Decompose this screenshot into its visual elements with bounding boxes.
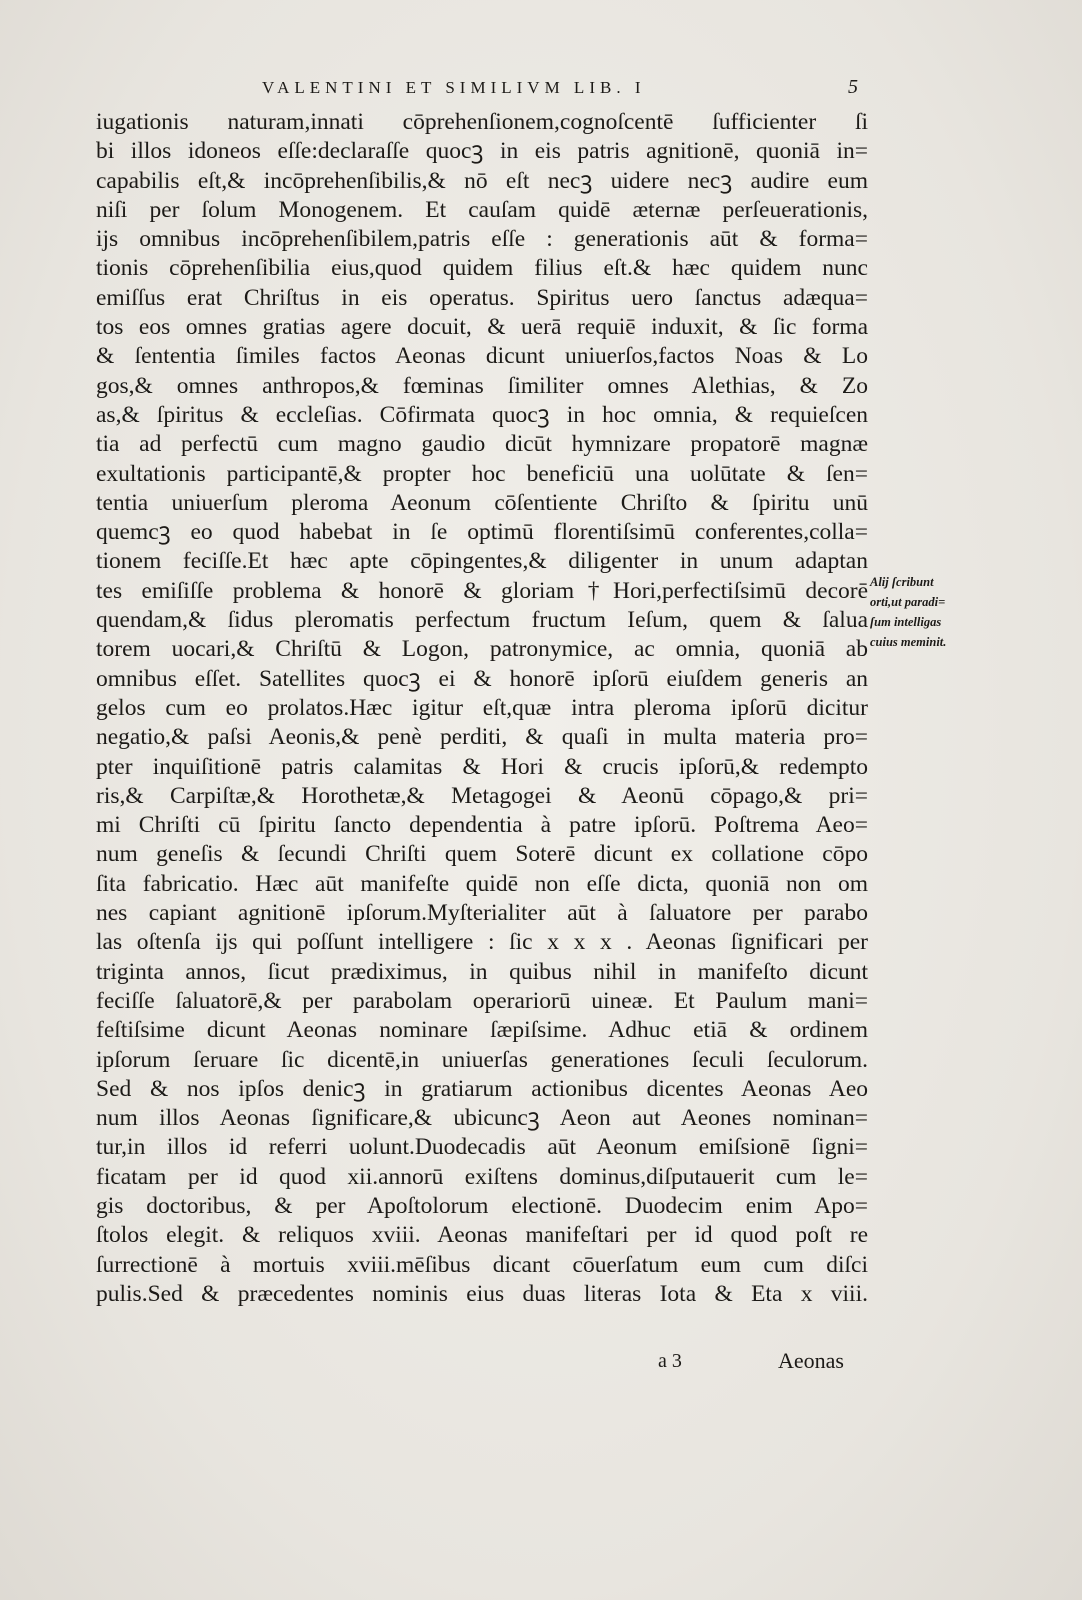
text-line: las oſtenſa ijs qui poſſunt intelligere : ſic x x x . Aeonas ſignificari per: [96, 929, 868, 956]
catchword: Aeonas: [778, 1348, 844, 1373]
text-line: emiſſus erat Chriſtus in eis operatus. Spiritus uero ſanctus adæqua=: [96, 284, 868, 311]
text-line: omnibus eſſet. Satellites quocꝫ ei & honorē ipſorū eiuſdem generis an: [96, 665, 868, 692]
text-line: capabilis eſt,& incōprehenſibilis,& nō eſt necꝫ uidere necꝫ audire eum: [96, 167, 868, 194]
text-line: gos,& omnes anthropos,& fœminas ſimiliter omnes Alethias, & Zo: [96, 372, 868, 399]
text-line: pulis.Sed & præcedentes nominis eius duas literas Iota & Eta x viii.: [96, 1280, 868, 1307]
text-line: quemcꝫ eo quod habebat in ſe optimū florentiſsimū conferentes,colla=: [96, 519, 868, 546]
text-line: nes capiant agnitionē ipſorum.Myſterialiter aūt à ſaluatore per parabo: [96, 900, 868, 927]
marginal-note: [870, 572, 980, 652]
text-line: ijs omnibus incōprehenſibilem,patris eſſe : generationis aūt & forma=: [96, 226, 868, 253]
text-line: ficatam per id quod xii.annorū exiſtens dominus,diſputauerit cum le=: [96, 1163, 868, 1190]
marginal-note-line: orti,ut paradi=: [870, 595, 946, 609]
main-text-block: [96, 108, 868, 1309]
marginal-note-line: ſum intelligas: [870, 615, 942, 629]
text-line: ſurrectionē à mortuis xviii.mēſibus dicant cōuerſatum eum cum diſci: [96, 1251, 868, 1278]
text-line: mi Chriſti cū ſpiritu ſancto dependentia à patre ipſorū. Poſtrema Aeo=: [96, 812, 868, 839]
running-head: VALENTINI ET SIMILIVM LIB. I: [262, 78, 646, 97]
text-line: & ſententia ſimiles factos Aeonas dicunt uniuerſos,factos Noas & Lo: [96, 343, 868, 370]
signature-mark: a 3: [658, 1350, 682, 1372]
marginal-note-line: Alij ſcribunt: [870, 575, 934, 589]
text-line: num geneſis & ſecundi Chriſti quem Soterē dicunt ex collatione cōpo: [96, 841, 868, 868]
page-number: 5: [848, 76, 858, 98]
text-line: tes emiſiſſe problema & honorē & gloriam†Hori,perfectiſsimū decorē: [96, 577, 868, 604]
text-line: tionem feciſſe.Et hæc apte cōpingentes,& diligenter in unum adaptan: [96, 548, 868, 575]
text-line: bi illos idoneos eſſe:declaraſſe quocꝫ in eis patris agnitionē, quoniā in=: [96, 138, 868, 165]
text-line: feciſſe ſaluatorē,& per parabolam operariorū uineæ. Et Paulum mani=: [96, 987, 868, 1014]
text-line: pter inquiſitionē patris calamitas & Hori & crucis ipſorū,& redempto: [96, 753, 868, 780]
text-line: negatio,& paſsi Aeonis,& penè perditi, & quaſi in multa materia pro=: [96, 724, 868, 751]
text-line: ipſorum ſeruare ſic dicentē,in uniuerſas generationes ſeculi ſeculorum.: [96, 1046, 868, 1073]
text-line: tentia uniuerſum pleroma Aeonum cōſentiente Chriſto & ſpiritu unū: [96, 489, 868, 516]
marginal-note-line: cuius meminit.: [870, 635, 947, 649]
text-line: exultationis participantē,& propter hoc beneficiū una uolūtate & ſen=: [96, 460, 868, 487]
text-line: niſi per ſolum Monogenem. Et cauſam quidē æternæ perſeuerationis,: [96, 196, 868, 223]
text-line: tionis cōprehenſibilia eius,quod quidem filius eſt.& hæc quidem nunc: [96, 255, 868, 282]
text-line: feſtiſsime dicunt Aeonas nominare ſæpiſsime. Adhuc etiā & ordinem: [96, 1017, 868, 1044]
text-line: tur,in illos id referri uolunt.Duodecadis aūt Aeonum emiſsionē ſigni=: [96, 1134, 868, 1161]
text-line: num illos Aeonas ſignificare,& ubicuncꝫ Aeon aut Aeones nominan=: [96, 1105, 868, 1132]
text-line: ſita fabricatio. Hæc aūt manifeſte quidē non eſſe dicta, quoniā non om: [96, 870, 868, 897]
text-line: gelos cum eo prolatos.Hæc igitur eſt,quæ intra pleroma ipſorū dicitur: [96, 694, 868, 721]
text-line: tia ad perfectū cum magno gaudio dicūt hymnizare propatorē magnæ: [96, 431, 868, 458]
text-line: ris,& Carpiſtæ,& Horothetæ,& Metagogei & Aeonū cōpago,& pri=: [96, 782, 868, 809]
text-line: tos eos omnes gratias agere docuit, & uerā requiē induxit, & ſic forma: [96, 314, 868, 341]
text-line: ſtolos elegit. & reliquos xviii. Aeonas manifeſtari per id quod poſt re: [96, 1222, 868, 1249]
text-line: gis doctoribus, & per Apoſtolorum electionē. Duodecim enim Apo=: [96, 1192, 868, 1219]
text-line: as,& ſpiritus & eccleſias. Cōfirmata quocꝫ in hoc omnia, & requieſcen: [96, 401, 868, 428]
text-line: triginta annos, ſicut prædiximus, in quibus nihil in manifeſto dicunt: [96, 958, 868, 985]
text-line: iugationis naturam,innati cōprehenſionem,cognoſcentē ſufficienter ſi: [96, 109, 868, 135]
text-line: quendam,& ſidus pleromatis perfectum fructum Ieſum, quem & ſalua: [96, 607, 868, 634]
text-line: Sed & nos ipſos denicꝫ in gratiarum actionibus dicentes Aeonas Aeo: [96, 1075, 868, 1102]
text-line: torem uocari,& Chriſtū & Logon, patronymice, ac omnia, quoniā ab: [96, 636, 868, 663]
